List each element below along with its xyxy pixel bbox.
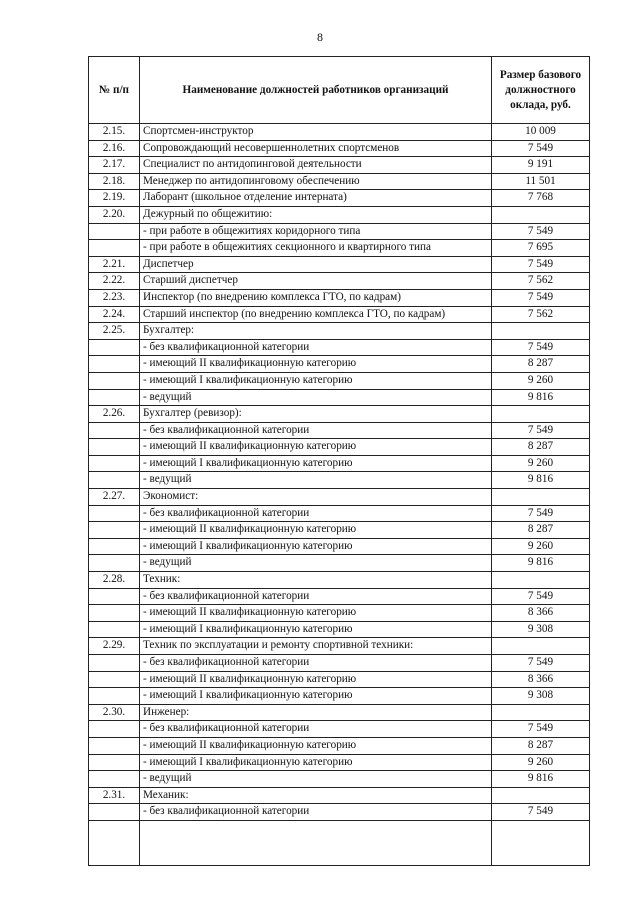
position-name: - имеющий II квалификационную категорию <box>140 356 492 373</box>
position-name: - при работе в общежитиях секционного и квартирного типа <box>140 240 492 257</box>
table-row <box>89 323 590 340</box>
row-number: 2.30. <box>89 704 140 721</box>
row-number: 2.18. <box>89 173 140 190</box>
salary-value: 7 549 <box>492 256 590 273</box>
salary-value: 9 308 <box>492 688 590 705</box>
header-number: № п/п <box>89 57 140 124</box>
salary-value: 9 260 <box>492 455 590 472</box>
row-number <box>89 671 140 688</box>
row-number: 2.31. <box>89 787 140 804</box>
salary-value: 7 549 <box>492 223 590 240</box>
table-row <box>89 489 590 506</box>
position-name: Механик: <box>140 787 492 804</box>
position-name: - без квалификационной категории <box>140 588 492 605</box>
row-number: 2.21. <box>89 256 140 273</box>
position-name: Старший диспетчер <box>140 273 492 290</box>
position-name: Старший инспектор (по внедрению комплекса ГТО, по кадрам) <box>140 306 492 323</box>
row-number <box>89 372 140 389</box>
table-row <box>89 754 590 771</box>
table-row <box>89 671 590 688</box>
salary-value: 7 549 <box>492 655 590 672</box>
position-name: Менеджер по антидопинговому обеспечению <box>140 173 492 190</box>
table-row <box>89 455 590 472</box>
position-name: - имеющий II квалификационную категорию <box>140 737 492 754</box>
table-row <box>89 588 590 605</box>
table-row <box>89 721 590 738</box>
row-number <box>89 655 140 672</box>
salary-value: 7 549 <box>492 721 590 738</box>
table-row <box>89 522 590 539</box>
salary-value: 8 287 <box>492 522 590 539</box>
position-name: - без квалификационной категории <box>140 655 492 672</box>
row-number <box>89 621 140 638</box>
row-number: 2.19. <box>89 190 140 207</box>
salary-value: 9 816 <box>492 389 590 406</box>
table-row <box>89 605 590 622</box>
row-number: 2.15. <box>89 124 140 141</box>
table-row <box>89 157 590 174</box>
salary-value <box>492 323 590 340</box>
table-row <box>89 422 590 439</box>
salary-value: 9 191 <box>492 157 590 174</box>
position-name: - имеющий II квалификационную категорию <box>140 522 492 539</box>
position-name: - имеющий I квалификационную категорию <box>140 754 492 771</box>
table-row <box>89 439 590 456</box>
row-number <box>89 754 140 771</box>
salary-value: 9 260 <box>492 538 590 555</box>
salary-value: 7 549 <box>492 339 590 356</box>
row-number <box>89 721 140 738</box>
table-row <box>89 372 590 389</box>
table-row-blank <box>89 820 590 865</box>
position-name: Экономист: <box>140 489 492 506</box>
row-number <box>89 538 140 555</box>
table-body <box>89 124 590 866</box>
table-row <box>89 206 590 223</box>
table-row <box>89 655 590 672</box>
position-name: - без квалификационной категории <box>140 339 492 356</box>
row-number: 2.23. <box>89 289 140 306</box>
table-row <box>89 538 590 555</box>
salary-value <box>492 572 590 589</box>
table-row <box>89 356 590 373</box>
salary-value: 7 549 <box>492 422 590 439</box>
row-number <box>89 356 140 373</box>
salary-value: 8 366 <box>492 671 590 688</box>
salary-value: 7 549 <box>492 588 590 605</box>
table-row <box>89 505 590 522</box>
position-name: - имеющий II квалификационную категорию <box>140 671 492 688</box>
row-number: 2.29. <box>89 638 140 655</box>
table-row <box>89 140 590 157</box>
row-number <box>89 737 140 754</box>
row-number <box>89 804 140 821</box>
salary-value: 9 816 <box>492 771 590 788</box>
table-row <box>89 273 590 290</box>
row-number: 2.20. <box>89 206 140 223</box>
table-row <box>89 389 590 406</box>
row-number <box>89 522 140 539</box>
salary-value <box>492 489 590 506</box>
position-name: Лаборант (школьное отделение интерната) <box>140 190 492 207</box>
table-row <box>89 173 590 190</box>
row-number <box>89 555 140 572</box>
salary-value: 9 260 <box>492 754 590 771</box>
table-row <box>89 256 590 273</box>
row-number <box>89 605 140 622</box>
position-name: Бухгалтер: <box>140 323 492 340</box>
row-number: 2.16. <box>89 140 140 157</box>
position-name: - ведущий <box>140 771 492 788</box>
table-header-row <box>89 57 590 124</box>
row-number: 2.27. <box>89 489 140 506</box>
position-name: - без квалификационной категории <box>140 721 492 738</box>
position-name: - при работе в общежитиях коридорного типа <box>140 223 492 240</box>
position-name: Сопровождающий несовершеннолетних спортсменов <box>140 140 492 157</box>
position-name: - имеющий I квалификационную категорию <box>140 455 492 472</box>
table-row <box>89 688 590 705</box>
row-number: 2.26. <box>89 406 140 423</box>
salary-value: 7 549 <box>492 140 590 157</box>
salary-value <box>492 704 590 721</box>
position-name: Инспектор (по внедрению комплекса ГТО, по кадрам) <box>140 289 492 306</box>
row-number <box>89 455 140 472</box>
row-number <box>89 472 140 489</box>
table-row <box>89 572 590 589</box>
position-name: - имеющий II квалификационную категорию <box>140 439 492 456</box>
position-name: - имеющий II квалификационную категорию <box>140 605 492 622</box>
row-number: 2.22. <box>89 273 140 290</box>
row-number <box>89 389 140 406</box>
salary-value: 7 549 <box>492 804 590 821</box>
salary-value: 10 009 <box>492 124 590 141</box>
position-name: - ведущий <box>140 472 492 489</box>
table-row <box>89 223 590 240</box>
row-number <box>89 422 140 439</box>
position-name: - ведущий <box>140 555 492 572</box>
position-name: Техник по эксплуатации и ремонту спортивной техники: <box>140 638 492 655</box>
position-name: - имеющий I квалификационную категорию <box>140 372 492 389</box>
page-number: 8 <box>317 30 323 44</box>
row-number <box>89 771 140 788</box>
table-row <box>89 704 590 721</box>
empty-cell <box>492 820 590 865</box>
row-number <box>89 223 140 240</box>
position-name: Техник: <box>140 572 492 589</box>
position-name: - имеющий I квалификационную категорию <box>140 621 492 638</box>
row-number: 2.25. <box>89 323 140 340</box>
salary-value: 7 549 <box>492 289 590 306</box>
position-name: - имеющий I квалификационную категорию <box>140 688 492 705</box>
row-number <box>89 439 140 456</box>
position-name: - без квалификационной категории <box>140 505 492 522</box>
table-row <box>89 124 590 141</box>
row-number: 2.28. <box>89 572 140 589</box>
header-position-name: Наименование должностей работников организаций <box>140 57 492 124</box>
row-number <box>89 240 140 257</box>
header-salary: Размер базового должностного оклада, руб. <box>492 57 590 124</box>
empty-cell <box>140 820 492 865</box>
table-row <box>89 787 590 804</box>
salary-value: 9 816 <box>492 472 590 489</box>
salary-table <box>88 56 590 866</box>
salary-value: 8 287 <box>492 737 590 754</box>
salary-value: 9 260 <box>492 372 590 389</box>
table-row <box>89 240 590 257</box>
salary-value <box>492 787 590 804</box>
table-row <box>89 638 590 655</box>
table-row <box>89 771 590 788</box>
table-row <box>89 406 590 423</box>
position-name: Дежурный по общежитию: <box>140 206 492 223</box>
position-name: - без квалификационной категории <box>140 422 492 439</box>
salary-value: 8 287 <box>492 356 590 373</box>
position-name: Спортсмен-инструктор <box>140 124 492 141</box>
table-row <box>89 555 590 572</box>
salary-value <box>492 206 590 223</box>
row-number <box>89 688 140 705</box>
table-row <box>89 737 590 754</box>
table-row <box>89 621 590 638</box>
position-name: Диспетчер <box>140 256 492 273</box>
salary-value <box>492 638 590 655</box>
row-number <box>89 339 140 356</box>
row-number: 2.17. <box>89 157 140 174</box>
table-row <box>89 289 590 306</box>
salary-value: 7 768 <box>492 190 590 207</box>
salary-value: 8 287 <box>492 439 590 456</box>
salary-value <box>492 406 590 423</box>
table-row <box>89 190 590 207</box>
table-row <box>89 472 590 489</box>
salary-value: 7 562 <box>492 306 590 323</box>
position-name: Инженер: <box>140 704 492 721</box>
position-name: Бухгалтер (ревизор): <box>140 406 492 423</box>
row-number: 2.24. <box>89 306 140 323</box>
salary-value: 11 501 <box>492 173 590 190</box>
position-name: Специалист по антидопинговой деятельности <box>140 157 492 174</box>
row-number <box>89 588 140 605</box>
salary-value: 7 695 <box>492 240 590 257</box>
salary-value: 7 549 <box>492 505 590 522</box>
position-name: - ведущий <box>140 389 492 406</box>
empty-cell <box>89 820 140 865</box>
salary-value: 9 308 <box>492 621 590 638</box>
row-number <box>89 505 140 522</box>
table-row <box>89 339 590 356</box>
position-name: - имеющий I квалификационную категорию <box>140 538 492 555</box>
table-row <box>89 306 590 323</box>
salary-value: 7 562 <box>492 273 590 290</box>
table-row <box>89 804 590 821</box>
salary-value: 8 366 <box>492 605 590 622</box>
salary-value: 9 816 <box>492 555 590 572</box>
position-name: - без квалификационной категории <box>140 804 492 821</box>
